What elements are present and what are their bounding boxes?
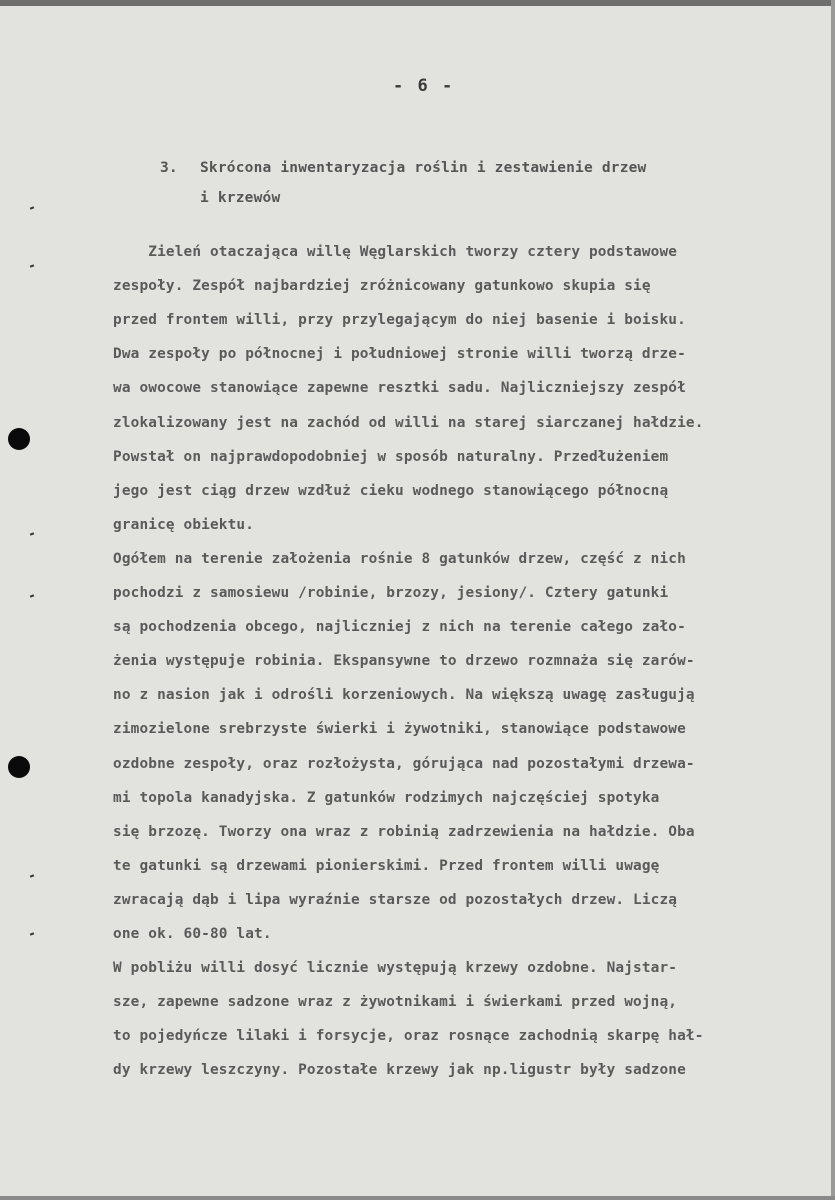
section-heading-number: 3.: [160, 160, 178, 176]
section-heading-line-2: i krzewów: [200, 190, 281, 206]
text-line: przed frontem willi, przy przylegającym do niej basenie i boisku.: [113, 312, 686, 329]
text-line: dy krzewy leszczyny. Pozostałe krzewy jak np.ligustr były sadzone: [113, 1062, 686, 1079]
text-line: pochodzi z samosiewu /robinie, brzozy, jesiony/. Cztery gatunki: [113, 585, 669, 601]
text-line: granicę obiektu.: [113, 516, 255, 533]
scan-mark: [30, 932, 34, 935]
text-line: no z nasion jak i odrośli korzeniowych. Na większą uwagę zasługują: [113, 687, 695, 704]
scan-mark: [30, 264, 34, 267]
scan-edge-bottom: [0, 1196, 835, 1200]
text-line: żenia występuje robinia. Ekspansywne to drzewo rozmnaża się zarów-: [113, 653, 695, 670]
text-line: zimozielone srebrzyste świerki i żywotniki, stanowiące podstawowe: [113, 721, 686, 738]
text-line: się brzozę. Tworzy ona wraz z robinią zadrzewienia na hałdzie. Oba: [113, 823, 695, 840]
text-line: Zieleń otaczająca willę Węglarskich tworzy cztery podstawowe: [113, 244, 678, 260]
text-line: mi topola kanadyjska. Z gatunków rodzimych najczęściej spotyka: [113, 789, 660, 806]
text-line: ozdobne zespoły, oraz rozłożysta, górująca nad pozostałymi drzewa-: [113, 755, 695, 772]
text-line: sze, zapewne sadzone wraz z żywotnikami i świerkami przed wojną,: [113, 994, 678, 1011]
text-line: zwracają dąb i lipa wyraźnie starsze od pozostałych drzew. Liczą: [113, 891, 678, 908]
scan-edge-top: [0, 0, 835, 6]
text-line: one ok. 60-80 lat.: [113, 926, 272, 942]
scan-mark: [30, 532, 34, 535]
text-line: jego jest ciąg drzew wzdłuż cieku wodnego stanowiącego północną: [113, 482, 669, 499]
punch-hole-top: [8, 428, 30, 450]
text-line: W pobliżu willi dosyć licznie występują krzewy ozdobne. Najstar-: [113, 960, 678, 977]
text-line: to pojedyńcze lilaki i forsycje, oraz rosnące zachodnią skarpę hał-: [113, 1028, 704, 1045]
text-line: są pochodzenia obcego, najliczniej z nich na terenie całego zało-: [113, 619, 686, 636]
scan-mark: [30, 594, 34, 597]
text-line: zespoły. Zespół najbardziej zróżnicowany gatunkowo skupia się: [113, 278, 651, 295]
scan-mark: [30, 874, 34, 877]
text-line: zlokalizowany jest na zachód od willi na starej siarczanej hałdzie.: [113, 414, 704, 431]
text-line: wa owocowe stanowiące zapewne resztki sadu. Najliczniejszy zespół: [113, 380, 686, 397]
punch-hole-bottom: [8, 756, 30, 778]
text-line: Dwa zespoły po północnej i południowej stronie willi tworzą drze-: [113, 346, 686, 363]
text-line: Powstał on najprawdopodobniej w sposób naturalny. Przedłużeniem: [113, 448, 669, 465]
section-heading-line-1: Skrócona inwentaryzacja roślin i zestawienie drzew: [200, 160, 647, 176]
scan-mark: [30, 206, 34, 209]
text-line: te gatunki są drzewami pionierskimi. Przed frontem willi uwagę: [113, 857, 660, 874]
scan-edge-right: [831, 0, 835, 1200]
page-number: - 6 -: [393, 76, 455, 96]
text-line: Ogółem na terenie założenia rośnie 8 gatunków drzew, część z nich: [113, 550, 686, 567]
